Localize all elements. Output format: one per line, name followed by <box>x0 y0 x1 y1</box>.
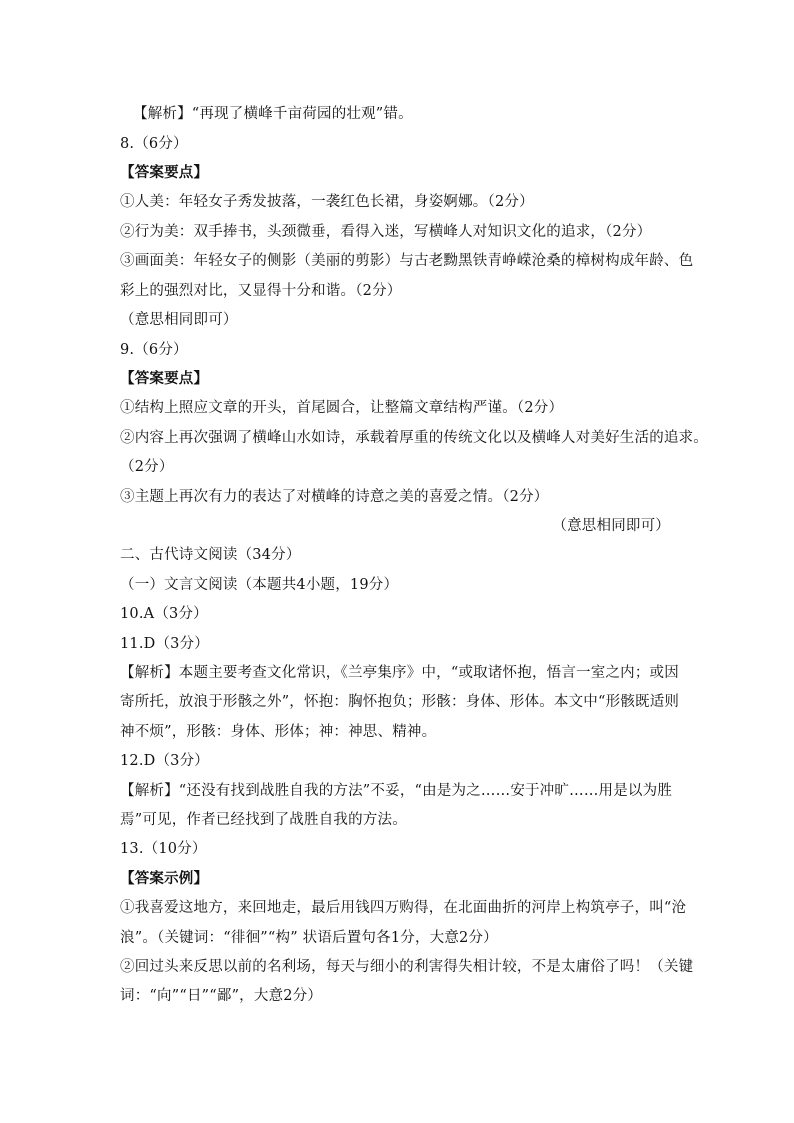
analysis-line: 【解析】“再现了横峰千亩荷园的壮观”错。 <box>133 106 413 122</box>
note-line-right: （意思相同即可） <box>552 518 670 534</box>
note-line: （意思相同即可） <box>120 312 238 328</box>
answer-line: 彩上的强烈对比，又显得十分和谐。（2分） <box>120 283 402 299</box>
answer-points-heading: 【答案要点】 <box>120 164 209 181</box>
question-12-answer: 12.D（3分） <box>120 753 210 769</box>
answer-points-heading: 【答案要点】 <box>120 370 209 387</box>
answer-line: ①结构上照应文章的开头，首尾圆合，让整篇文章结构严谨。（2分） <box>120 400 564 416</box>
section-heading: 二、古代诗文阅读（34分） <box>120 547 301 563</box>
subsection-heading: （一）文言文阅读（本题共4小题，19分） <box>120 577 399 593</box>
question-9-heading: 9.（6分） <box>120 342 188 358</box>
answer-line: ③画面美：年轻女子的侧影（美丽的剪影）与古老黝黑铁青峥嵘沧桑的樟树构成年龄、色 <box>120 253 694 269</box>
question-8-heading: 8.（6分） <box>120 136 188 152</box>
answer-line: ②内容上再次强调了横峰山水如诗，承载着厚重的传统文化以及横峰人对美好生活的追求。 <box>120 430 708 446</box>
answer-line: ①我喜爱这地方，来回地走，最后用钱四万购得，在北面曲折的河岸上构筑亭子，叫“沧 <box>120 900 687 916</box>
answer-line: ②行为美：双手捧书，头颈微垂，看得入迷，写横峰人对知识文化的追求，（2分） <box>120 224 652 240</box>
answer-line: ①人美：年轻女子秀发披落，一袭红色长裙，身姿婀娜。（2分） <box>120 194 534 210</box>
answer-line: （2分） <box>120 459 174 475</box>
analysis-line: 寄所托，放浪于形骸之外”，怀抱：胸怀抱负；形骸：身体、形体。本文中“形骸既适则 <box>120 694 680 710</box>
analysis-line: 焉”可见，作者已经找到了战胜自我的方法。 <box>120 812 407 828</box>
analysis-line: 神不烦”，形骸：身体、形体；神：神思、精神。 <box>120 724 437 740</box>
question-11-answer: 11.D（3分） <box>120 636 210 652</box>
answer-line: ②回过头来反思以前的名利场，每天与细小的利害得失相计较，不是太庸俗了吗！（关键 <box>120 959 694 975</box>
question-10-answer: 10.A（3分） <box>120 606 208 622</box>
answer-line: 浪”。（关键词：“徘徊”“构” 状语后置句各1分，大意2分） <box>120 930 498 946</box>
answer-line: ③主题上再次有力的表达了对横峰的诗意之美的喜爱之情。（2分） <box>120 489 549 505</box>
answer-line: 词：“向”“日”“鄙”，大意2分） <box>120 988 323 1004</box>
answer-example-heading: 【答案示例】 <box>120 870 209 887</box>
question-13-heading: 13.（10分） <box>120 841 207 857</box>
analysis-line: 【解析】本题主要考查文化常识，《兰亭集序》中，“或取诸怀抱，悟言一室之内；或因 <box>120 665 679 681</box>
analysis-line: 【解析】“还没有找到战胜自我的方法”不妥，“由是为之……安于冲旷……用是以为胜 <box>120 783 673 799</box>
